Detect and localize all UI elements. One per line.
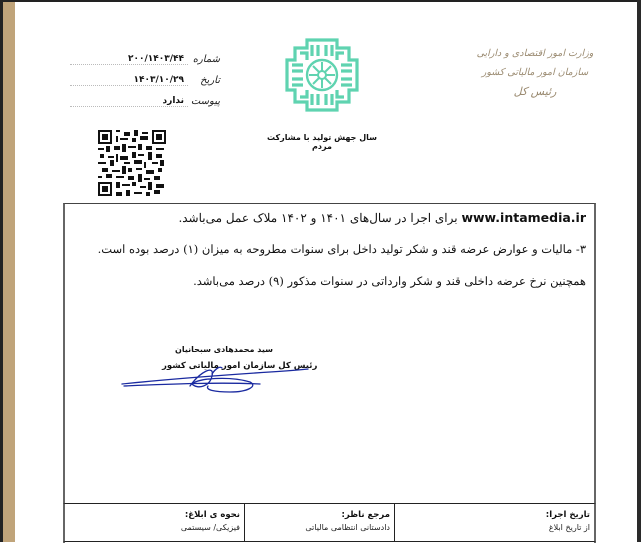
signatory-name: سید محمدهادی سبحانیان xyxy=(175,345,274,354)
meta-number-row xyxy=(70,44,220,65)
notification-method-value: فیزیکی/ سیستمی xyxy=(180,523,240,532)
notification-method-label: نحوه ی ابلاغ: xyxy=(184,510,240,520)
letter-footer-table xyxy=(63,503,596,542)
meta-date-row xyxy=(70,65,220,86)
number-value: ۲۰۰/۱۴۰۳/۴۴ xyxy=(70,54,188,65)
number-label: شماره xyxy=(192,54,220,65)
body-line-2: ۳- مالیات و عوارض عرضه قند و شکر تولید داخل برای سنوات مطروحه به میزان (۱) درصد بوده است. xyxy=(97,242,586,256)
office-title: رئیس کل xyxy=(513,85,557,98)
letter-meta xyxy=(70,44,220,107)
execution-date-label: تاریخ اجرا: xyxy=(545,510,590,520)
supervisory-ref-value: دادستانی انتظامی مالیاتی xyxy=(305,523,390,532)
notification-method-cell xyxy=(65,504,245,541)
ministry-name: وزارت امور اقتصادی و دارایی xyxy=(476,48,594,59)
signatory-title: رئیس کل سازمان امور مالیاتی کشور xyxy=(162,361,318,371)
body-line-1-text: برای اجرا در سال‌های ۱۴۰۱ و ۱۴۰۲ ملاک عمل می‌باشد. xyxy=(178,211,458,225)
attachment-value: ندارد xyxy=(70,96,188,107)
tax-organization-emblem-icon xyxy=(285,38,359,112)
execution-date-cell xyxy=(395,504,594,541)
window-frame-right xyxy=(637,0,641,542)
execution-date-value: از تاریخ ابلاغ xyxy=(548,523,590,532)
window-frame-top xyxy=(0,0,641,2)
supervisory-ref-cell xyxy=(245,504,395,541)
supervisory-ref-label: مرجع ناظر: xyxy=(341,510,390,520)
handwritten-signature-icon xyxy=(120,362,310,402)
intamedia-link[interactable]: www.intamedia.ir xyxy=(461,210,586,225)
date-value: ۱۴۰۳/۱۰/۲۹ xyxy=(70,75,188,86)
ministry-header xyxy=(470,44,600,101)
date-label: تاریخ xyxy=(200,75,220,86)
left-edge-strip xyxy=(3,2,15,542)
body-line-1 xyxy=(178,210,586,225)
body-line-3: همچنین نرخ عرضه داخلی قند و شکر وارداتی در سنوات مذکور (۹) درصد می‌باشد. xyxy=(193,274,586,288)
qr-code-icon xyxy=(98,130,166,196)
year-motto: سال جهش تولید با مشارکت مردم xyxy=(266,133,378,151)
attachment-label: پیوست xyxy=(190,96,220,107)
meta-attachment-row xyxy=(70,86,220,107)
organization-name: سازمان امور مالیاتی کشور xyxy=(481,67,589,78)
